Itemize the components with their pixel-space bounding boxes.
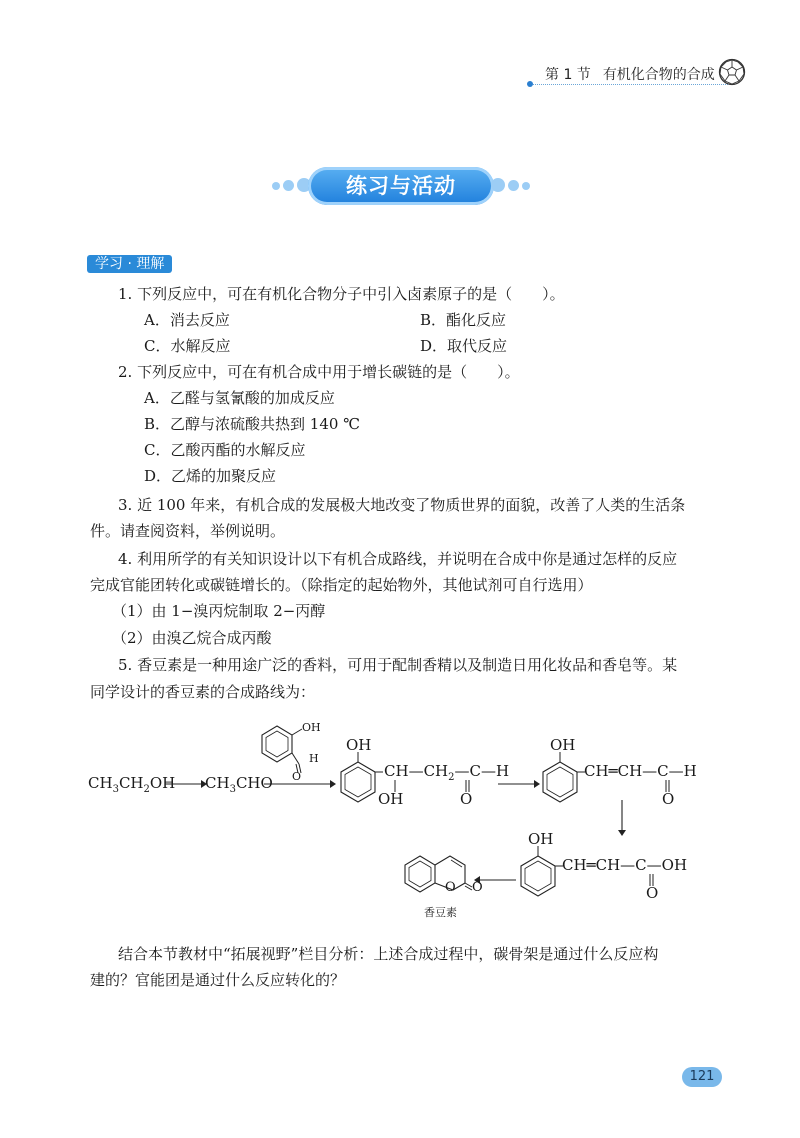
- q2-option-c: C．乙酸丙酯的水解反应: [144, 441, 306, 459]
- q3-line2: 件。请查阅资料，举例说明。: [90, 522, 286, 540]
- header-rule: [530, 84, 728, 85]
- q2-option-a: A．乙醛与氢氰酸的加成反应: [144, 389, 335, 407]
- ethanol-formula: $CH_3CH_2OH$: [88, 774, 176, 795]
- q5-line1: 5. 香豆素是一种用途广泛的香料，可用于配制香精以及制造日用化妆品和香皂等。某: [118, 656, 678, 674]
- cinnamaldehyde-ring: [540, 752, 600, 812]
- reagent-o: O: [292, 770, 302, 783]
- coumarin-label: 香豆素: [424, 906, 457, 919]
- int3-chain: CH═CH—C—OH: [562, 856, 688, 874]
- q4-line2: 完成官能团转化或碳链增长的。（除指定的起始物外，其他试剂可自行选用）: [90, 576, 593, 594]
- q1-option-d: D．取代反应: [420, 337, 508, 355]
- banner-dot: [508, 180, 519, 191]
- reaction-arrow: [165, 778, 207, 790]
- coumarin-ring-o: O: [445, 880, 456, 895]
- running-header: [545, 64, 715, 84]
- q1-stem: 1. 下列反应中，可在有机化合物分子中引入卤素原子的是（ ）。: [118, 285, 565, 303]
- q4-sub1: （1）由 1−溴丙烷制取 2−丙醇: [112, 602, 326, 620]
- int1-oh-top: OH: [346, 736, 372, 754]
- coumaric-acid-ring: [518, 846, 578, 906]
- q4-sub2: （2）由溴乙烷合成丙酸: [112, 629, 272, 647]
- banner-title: 练习与活动: [346, 174, 456, 198]
- q5-follow-line1: 结合本节教材中“拓展视野”栏目分析：上述合成过程中，碳骨架是通过什么反应构: [118, 945, 659, 963]
- section-tag: 学习 · 理解: [87, 255, 172, 273]
- banner-dot: [283, 180, 294, 191]
- q4-line1: 4. 利用所学的有关知识设计以下有机合成路线，并说明在合成中你是通过怎样的反应: [118, 550, 678, 568]
- reaction-arrow-down: [616, 800, 628, 836]
- section-number: 第 1 节: [545, 67, 591, 83]
- coumarin-carbonyl-o: O: [472, 880, 483, 895]
- int1-oh-bottom: OH: [378, 790, 404, 808]
- q1-option-a: A．消去反应: [144, 311, 230, 329]
- int1-bonds: [390, 778, 490, 808]
- int3-oh: OH: [528, 830, 554, 848]
- reagent-h: H: [309, 752, 319, 765]
- int2-oh: OH: [550, 736, 576, 754]
- acetaldehyde-formula: $CH_3CHO$: [205, 774, 273, 795]
- header-dot: [527, 81, 533, 87]
- reagent-oh: OH: [302, 721, 321, 734]
- section-title: 有机化合物的合成: [602, 67, 715, 83]
- banner-dot: [522, 182, 530, 190]
- fullerene-icon: [718, 58, 746, 86]
- q1-option-b: B．酯化反应: [420, 311, 507, 329]
- page-number: 121: [682, 1067, 722, 1087]
- reaction-arrow-2: [264, 778, 336, 790]
- q1-option-c: C．水解反应: [144, 337, 231, 355]
- int1-o: O: [460, 790, 473, 808]
- int3-o: O: [646, 884, 659, 902]
- coumarin-structure: [402, 850, 492, 906]
- banner-dot: [491, 178, 505, 192]
- q2-option-b: B．乙醇与浓硫酸共热到 140 ℃: [144, 415, 360, 433]
- banner-dot: [272, 182, 280, 190]
- int2-chain: CH═CH—C—H: [584, 762, 697, 780]
- q2-stem: 2. 下列反应中，可在有机合成中用于增长碳链的是（ ）。: [118, 363, 520, 381]
- q5-line2: 同学设计的香豆素的合成路线为：: [90, 683, 316, 701]
- q5-follow-line2: 建的？官能团是通过什么反应转化的？: [90, 971, 346, 989]
- reaction-arrow-3: [498, 778, 540, 790]
- q2-option-d: D．乙烯的加聚反应: [144, 467, 277, 485]
- salicylaldehyde-structure: [255, 720, 340, 805]
- int2-o: O: [662, 790, 675, 808]
- q3-line1: 3. 近 100 年来，有机合成的发展极大地改变了物质世界的面貌，改善了人类的生活条: [118, 496, 686, 514]
- int1-chain: $CH—CH_2—C—H$: [384, 762, 510, 783]
- banner: [308, 167, 494, 205]
